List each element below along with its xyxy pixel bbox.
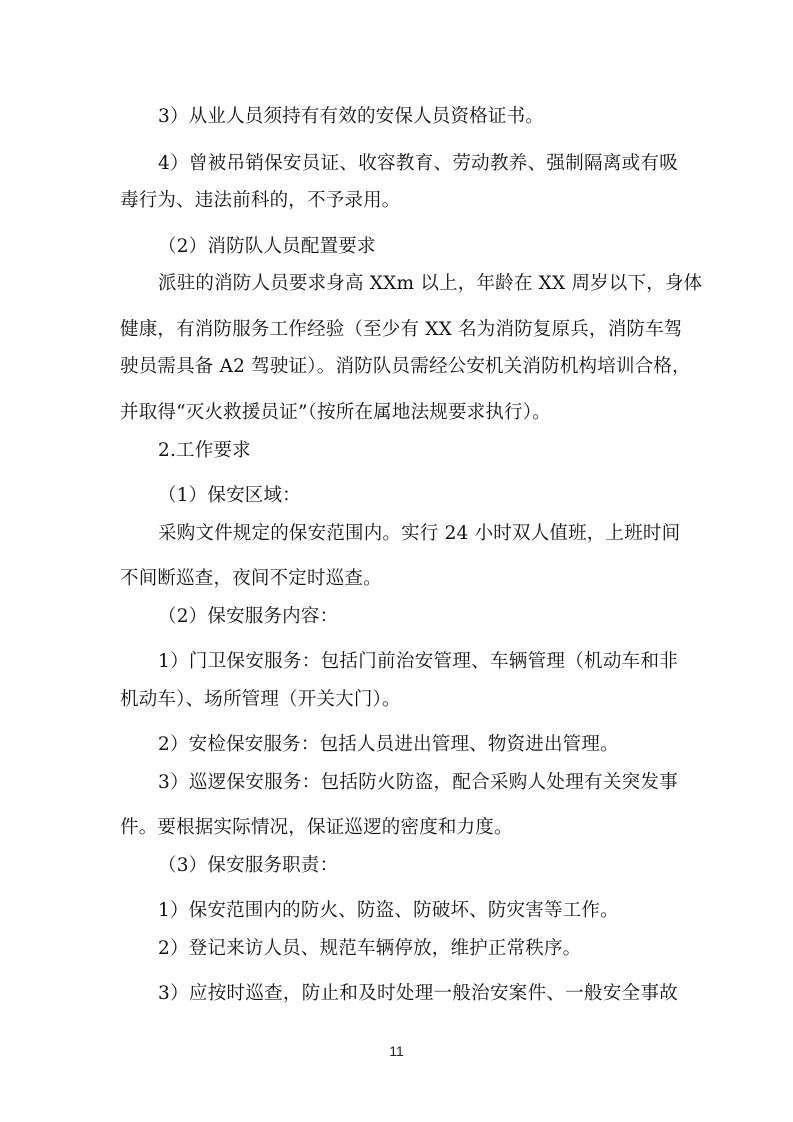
- text-line: 健康，有消防服务工作经验（至少有 XX 名为消防复原兵，消防车驾: [120, 319, 683, 340]
- text-line: 2）安检保安服务：包括人员进出管理、物资进出管理。: [158, 734, 619, 755]
- text-line: 驶员需具备 A2 驾驶证）。消防队员需经公安机关消防机构培训合格，: [120, 356, 691, 377]
- section-heading: （2）消防队人员配置要求: [158, 236, 376, 257]
- text-line: 3）巡逻保安服务：包括防火防盗，配合采购人处理有关突发事: [158, 772, 678, 793]
- page-number: 11: [389, 1043, 404, 1059]
- text-line: 毒行为、违法前科的，不予录用。: [120, 190, 401, 211]
- text-line: 4）曾被吊销保安员证、收容教育、劳动教养、强制隔离或有吸: [158, 153, 678, 174]
- text-line: 派驻的消防人员要求身高 XXm 以上，年龄在 XX 周岁以下，身体: [158, 273, 703, 294]
- text-line: 3）从业人员须持有有效的安保人员资格证书。: [158, 106, 544, 127]
- text-line: 采购文件规定的保安范围内。实行 24 小时双人值班，上班时间: [158, 523, 681, 544]
- subsection-heading: （3）保安服务职责：: [158, 855, 339, 876]
- text-line: 并取得“灭火救援员证”（按所在属地法规要求执行）。: [120, 402, 551, 423]
- text-line: 1）门卫保安服务：包括门前治安管理、车辆管理（机动车和非: [158, 651, 678, 672]
- text-line: 3）应按时巡查，防止和及时处理一般治安案件、一般安全事故: [158, 983, 678, 1004]
- section-heading: 2.工作要求: [158, 440, 251, 461]
- text-line: 不间断巡查，夜间不定时巡查。: [120, 568, 382, 589]
- text-line: 1）保安范围内的防火、防盗、防破坏、防灾害等工作。: [158, 900, 619, 921]
- text-line: 2）登记来访人员、规范车辆停放，维护正常秩序。: [158, 938, 582, 959]
- subsection-heading: （2）保安服务内容：: [158, 606, 339, 627]
- subsection-heading: （1）保安区域：: [158, 485, 301, 506]
- text-line: 机动车）、场所管理（开关大门）。: [120, 689, 401, 710]
- text-line: 件。要根据实际情况，保证巡逻的密度和力度。: [120, 817, 513, 838]
